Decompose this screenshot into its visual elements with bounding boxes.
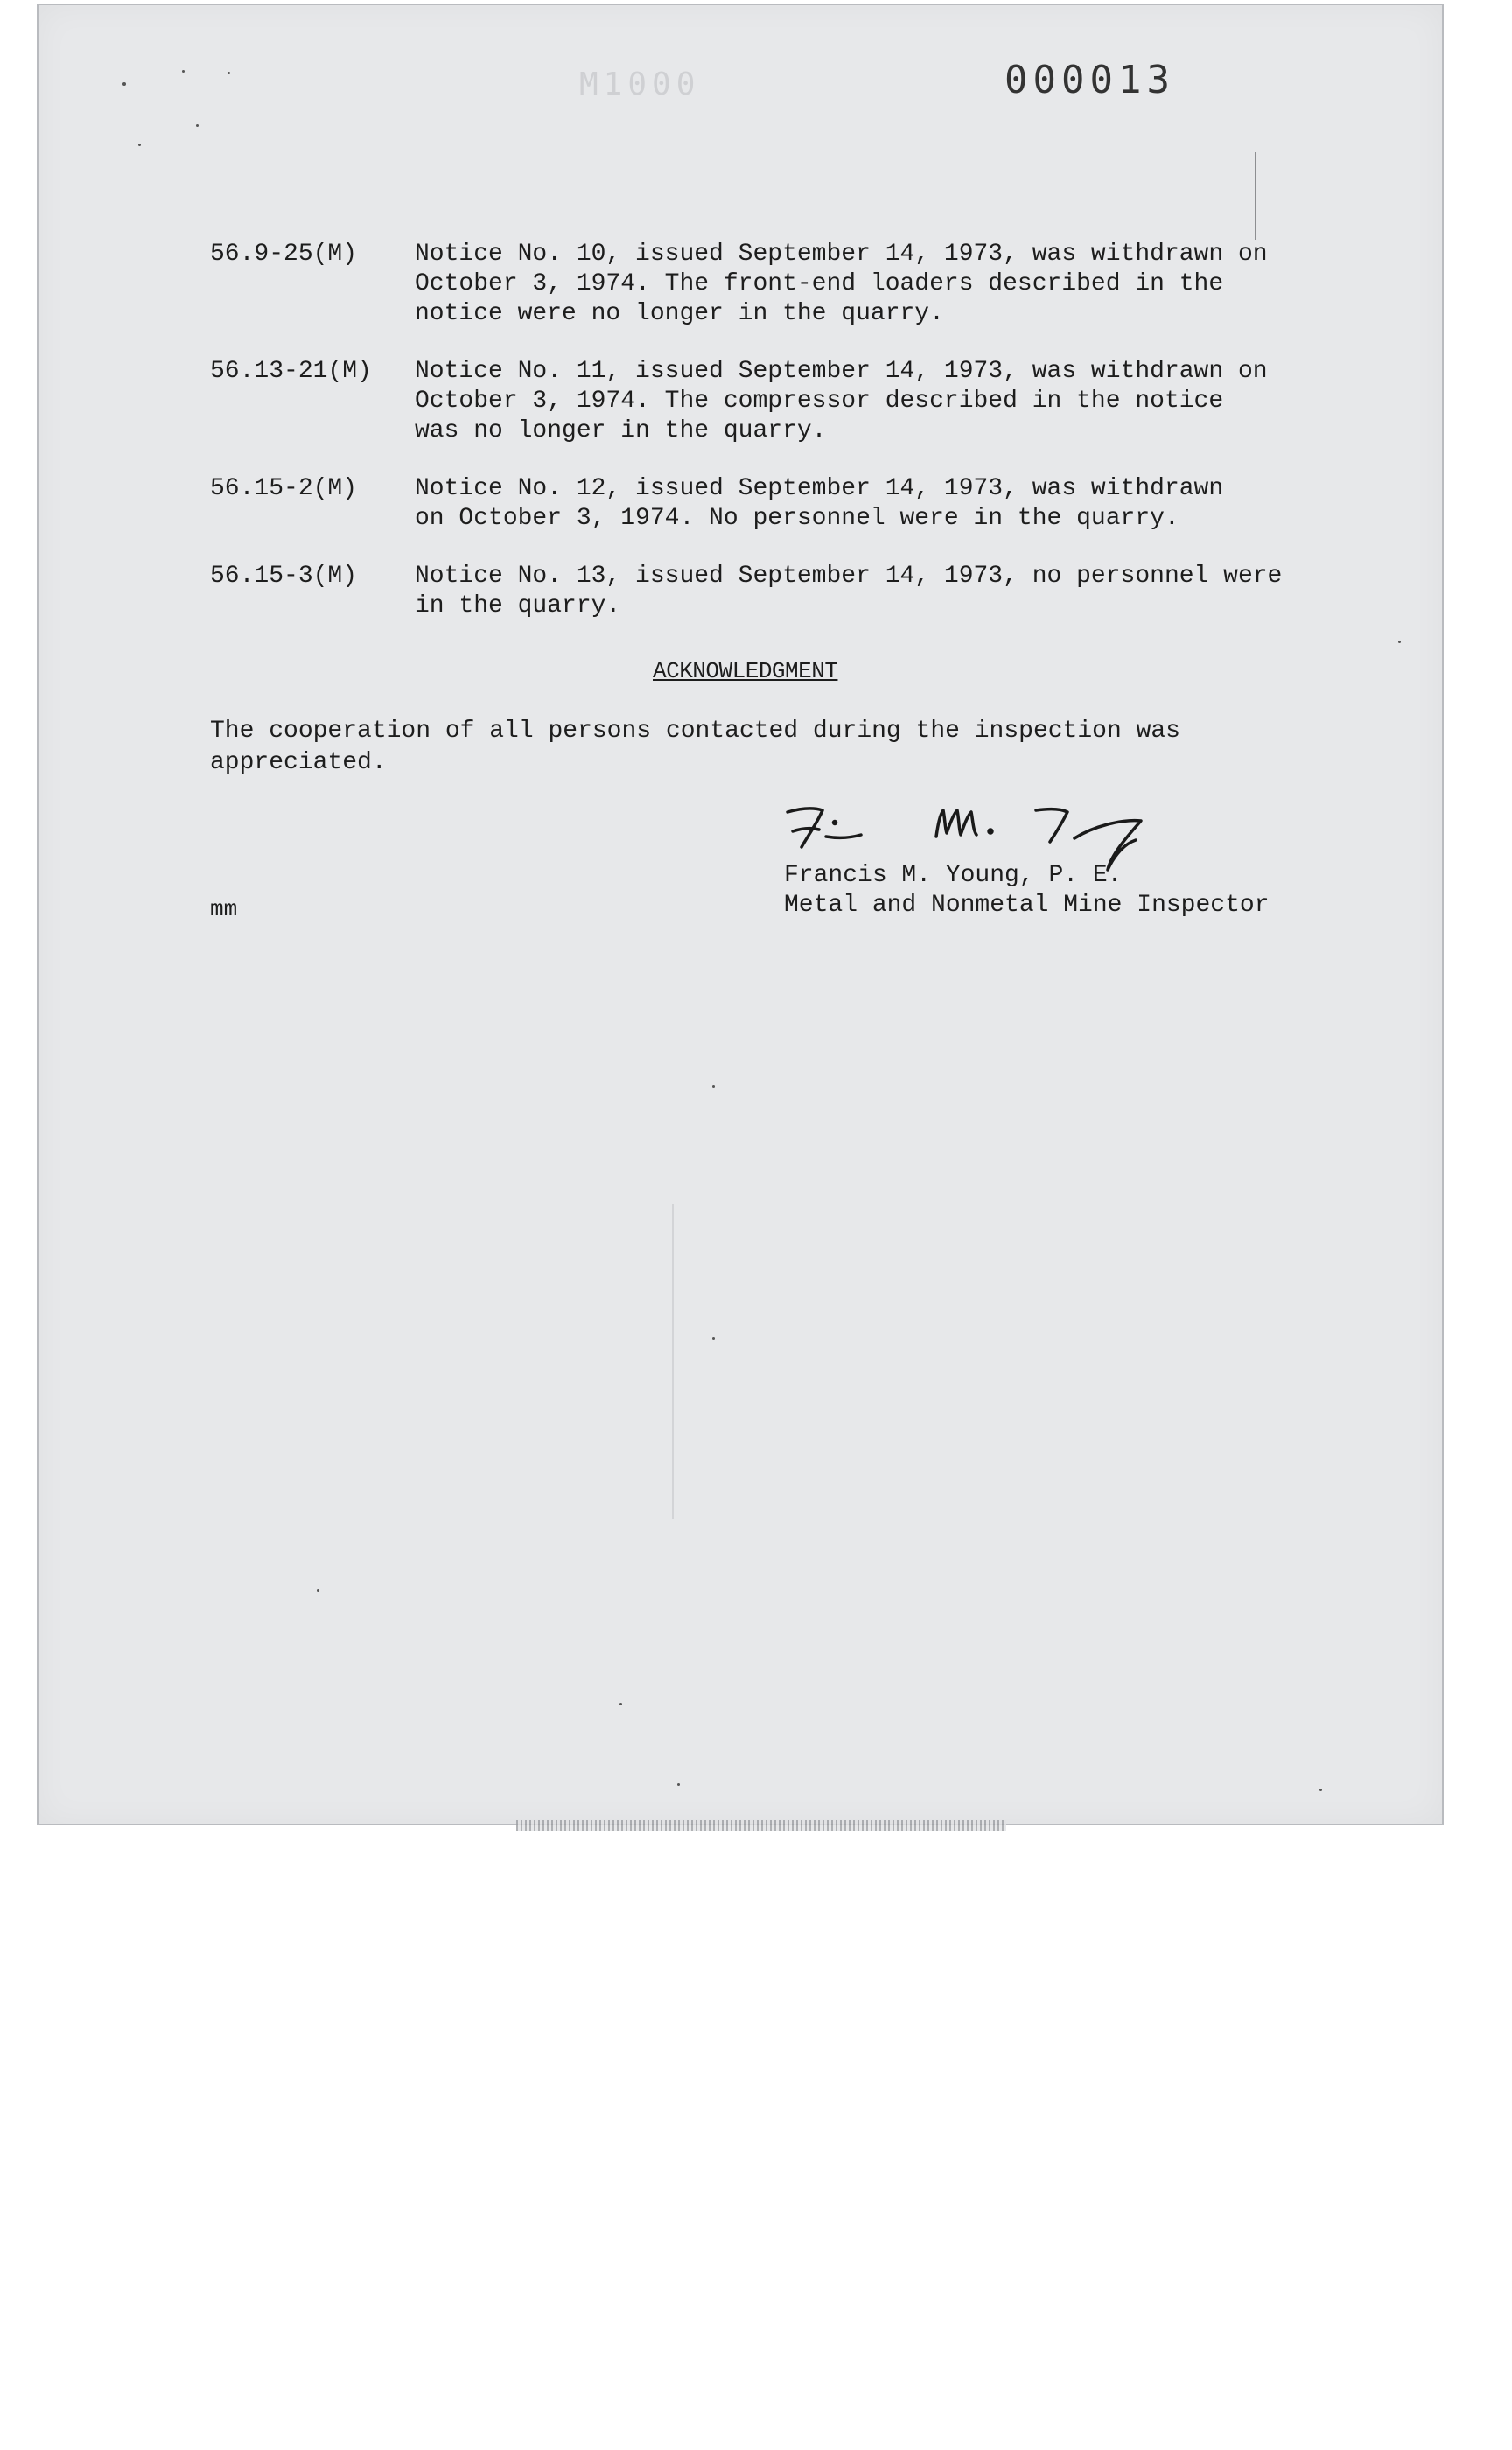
regulation-code: 56.15-2(M) [210, 475, 358, 502]
regulation-code: 56.13-21(M) [210, 358, 372, 385]
notice-text: Notice No. 10, issued September 14, 1973, was withdrawn on October 3, 1974. The front-end loaders described in the notice were no longer in the quarry. [415, 241, 1268, 327]
scan-speck [1398, 640, 1401, 643]
notice-text: Notice No. 12, issued September 14, 1973, was withdrawn on October 3, 1974. No personnel were in the quarry. [415, 475, 1224, 532]
acknowledgment-text: The cooperation of all persons contacted during the inspection was appreciated. [210, 718, 1180, 776]
scan-speck [620, 1703, 622, 1705]
scan-speck [182, 70, 185, 73]
scan-speck [712, 1337, 715, 1340]
regulation-code: 56.15-3(M) [210, 563, 358, 590]
scan-speck [138, 144, 141, 146]
margin-mark [1255, 152, 1256, 240]
scan-speck [196, 124, 199, 127]
document-page [37, 4, 1444, 1825]
notice-text: Notice No. 13, issued September 14, 1973, no personnel were in the quarry. [415, 563, 1283, 620]
scan-speck [1320, 1788, 1322, 1791]
signer-title: Metal and Nonmetal Mine Inspector [784, 892, 1270, 919]
regulation-code: 56.9-25(M) [210, 241, 358, 268]
scan-artifact-line [672, 1204, 674, 1519]
signer-name: Francis M. Young, P. E. [784, 862, 1123, 889]
scan-speck [677, 1783, 680, 1786]
scan-speck [712, 1085, 715, 1088]
scan-speck [122, 82, 126, 86]
scan-edge-artifact [516, 1820, 1006, 1830]
page-number: 000013 [1004, 58, 1175, 102]
acknowledgment-heading: ACKNOWLEDGMENT [653, 658, 838, 684]
signature-block [784, 861, 1270, 920]
typist-initials: mm [210, 896, 238, 922]
scan-speck [228, 72, 230, 74]
notice-text: Notice No. 11, issued September 14, 1973, was withdrawn on October 3, 1974. The compressor described in the notice was no longer in the quarry. [415, 358, 1268, 444]
scan-speck [317, 1589, 319, 1592]
bleed-through-number: M1000 [579, 66, 701, 102]
